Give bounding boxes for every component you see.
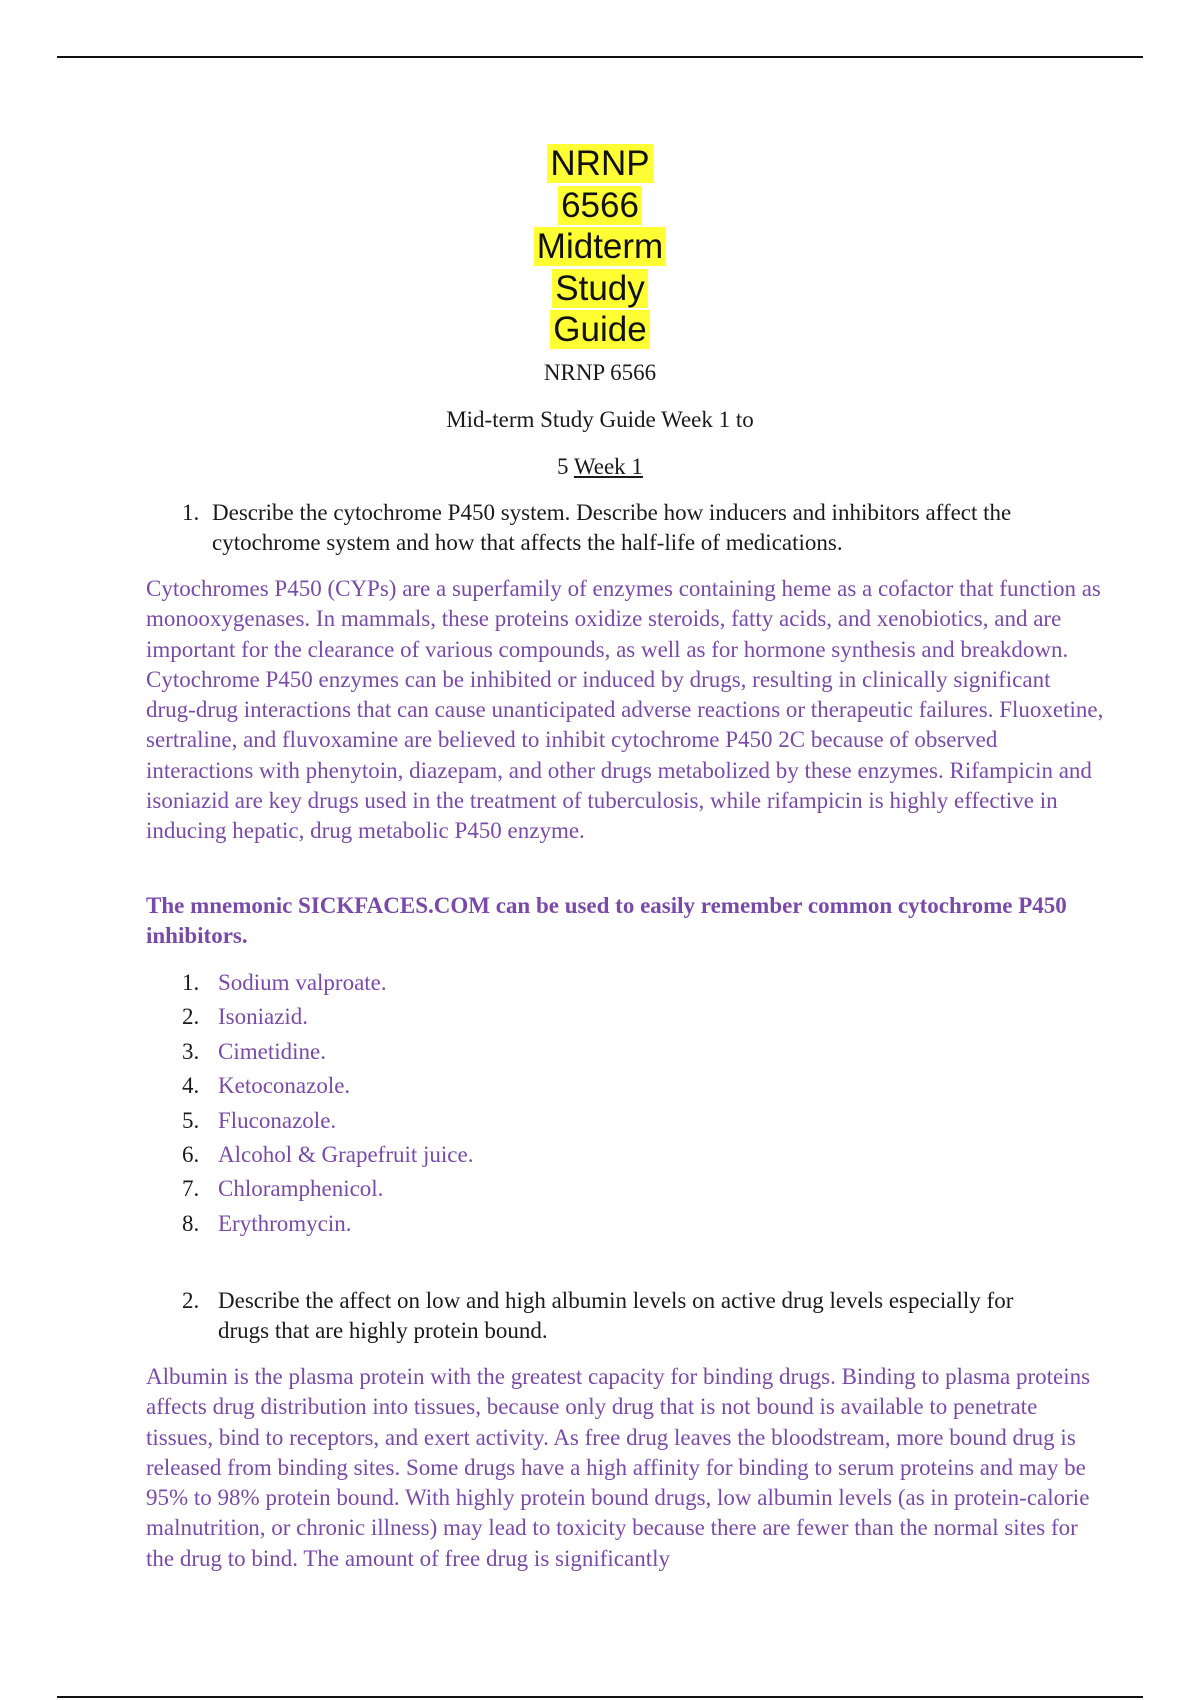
week-heading: Week 1 [573, 454, 643, 479]
title-line: Study [0, 268, 1200, 310]
question-text: Describe the affect on low and high albumin levels on active drug levels especially for drugs that are highly protein bound. [218, 1288, 1014, 1343]
inhibitor-list [182, 966, 682, 1241]
list-item: 8. Erythromycin. [182, 1210, 352, 1236]
top-rule [57, 56, 1143, 58]
list-item: 3. Cimetidine. [182, 1038, 326, 1064]
question-text: Describe the cytochrome P450 system. Describe how inducers and inhibitors affect the cytochrome system and how that affects the half-life of medications. [212, 500, 1012, 555]
list-item: 7. Chloramphenicol. [182, 1176, 384, 1202]
title-line: Guide [0, 309, 1200, 351]
highlighted-title [0, 143, 1200, 351]
list-item: 4. Ketoconazole. [182, 1073, 351, 1099]
list-item: 5. Fluconazole. [182, 1107, 337, 1133]
course-code: NRNP 6566 [543, 360, 657, 385]
guide-subtitle: Mid-term Study Guide Week 1 to [446, 407, 754, 432]
list-item: 1. Sodium valproate. [182, 970, 387, 995]
answer-2: Albumin is the plasma protein with the greatest capacity for binding drugs. Binding to plasma proteins affects drug distribution into tissues, because only drug that is not bound is available to penetrate tissues, bind to receptors, and exert activity. As free drug leaves the bloodstream, more bound drug is released from binding sites. Some drugs have a high affinity for binding to serum proteins and may be 95% to 98% protein bound. With highly protein bound drugs, low albumin levels (as in protein-calorie malnutrition, or chronic illness) may lead to toxicity because there are fewer than the normal sites for the drug to bind. The amount of free drug is significantly [146, 1364, 1091, 1571]
title-line: Midterm [0, 226, 1200, 268]
list-item: 6. Alcohol & Grapefruit juice. [182, 1141, 474, 1167]
range-prefix: 5 [557, 454, 569, 479]
mnemonic-note: The mnemonic SICKFACES.COM can be used to easily remember common cytochrome P450 inhibitors. [146, 893, 1067, 948]
title-line: 6566 [0, 185, 1200, 227]
question-1 [182, 498, 1082, 557]
question-number: 2. [182, 1288, 200, 1313]
week-range [0, 453, 1200, 481]
list-item: 2. Isoniazid. [182, 1004, 309, 1030]
bottom-rule [57, 1696, 1143, 1698]
question-number: 1. [182, 500, 200, 525]
answer-1: Cytochromes P450 (CYPs) are a superfamily of enzymes containing heme as a cofactor that function as monooxygenases. In mammals, these proteins oxidize steroids, fatty acids, and xenobiotics, and are important for the clearance of various compounds, as well as for hormone synthesis and breakdown. Cytochrome P450 enzymes can be inhibited or induced by drugs, resulting in clinically significant drug-drug interactions that can cause unanticipated adverse reactions or therapeutic failures. Fluoxetine, sertraline, and fluvoxamine are believed to inhibit cytochrome P450 2C because of observed interactions with phenytoin, diazepam, and other drugs metabolized by these enzymes. Rifampicin and isoniazid are key drugs used in the treatment of tuberculosis, while rifampicin is highly effective in inducing hepatic, drug metabolic P450 enzyme. [146, 576, 1104, 844]
question-2 [182, 1286, 1062, 1345]
title-line: NRNP [0, 143, 1200, 185]
